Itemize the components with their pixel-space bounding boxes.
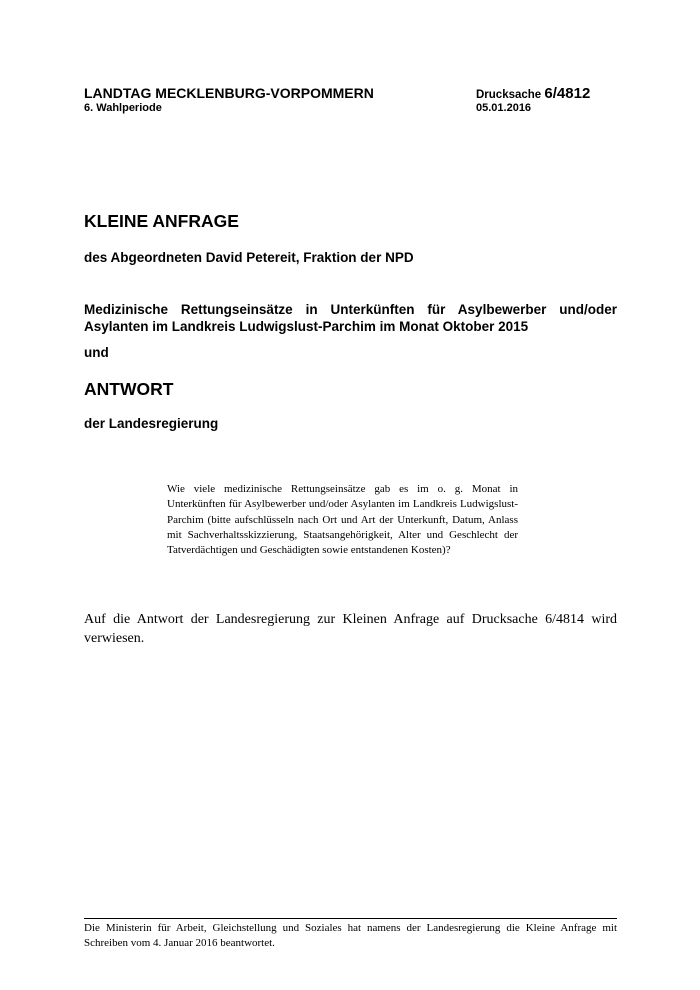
subject-title: Medizinische Rettungseinsätze in Unterkünften für Asylbewerber und/oder Asylanten im Landkreis Ludwigslust-Parchim im Monat Oktober 2015: [84, 302, 617, 334]
answer-heading: ANTWORT: [84, 379, 174, 399]
answering-body: der Landesregierung: [84, 416, 219, 431]
footnote-text: Die Ministerin für Arbeit, Gleichstellung und Soziales hat namens der Landesregierung die Kleine Anfrage mit Schreiben vom 4. Januar 2016 beantwortet.: [84, 922, 617, 949]
document-date: 05.01.2016: [476, 102, 532, 114]
election-period: 6. Wahlperiode: [84, 102, 162, 114]
parliament-name: LANDTAG MECKLENBURG-VORPOMMERN: [84, 85, 374, 101]
drucksache-label: Drucksache: [476, 89, 545, 101]
author-line: des Abgeordneten David Petereit, Fraktion der NPD: [84, 250, 414, 265]
question-text: Wie viele medizinische Rettungseinsätze gab es im o. g. Monat in Unterkünften für Asylbewerber und/oder Asylanten im Landkreis Ludwigslust-Parchim (bitte aufschlüsseln nach Ort und Art der Unterkunft, Datum, Anlass mit Sachverhaltsskizzierung, Staatsangehörigkeit, Alter und Geschlecht der Tatverdächtigen und Geschädigten sowie entstandenen Kosten)?: [167, 483, 518, 557]
connector-und: und: [84, 345, 109, 360]
document-type-heading: KLEINE ANFRAGE: [84, 211, 239, 231]
footnote-divider: [84, 918, 617, 919]
drucksache-reference: [476, 85, 590, 103]
drucksache-number: 6/4812: [544, 85, 591, 102]
answer-text: Auf die Antwort der Landesregierung zur Kleinen Anfrage auf Drucksache 6/4814 wird verwiesen.: [84, 612, 617, 646]
